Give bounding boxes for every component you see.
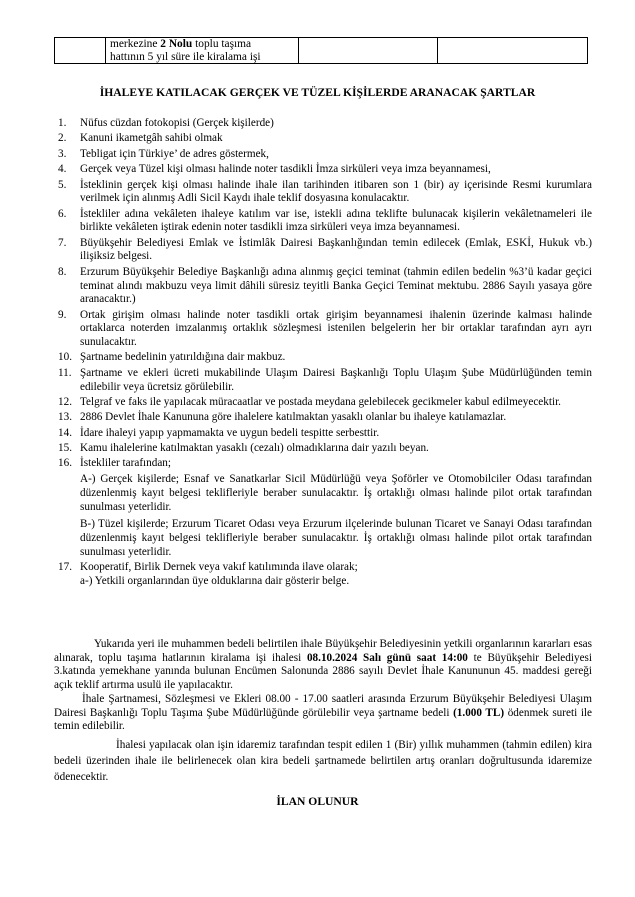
list-number: 2. [58,132,67,145]
list-number: 1. [58,117,67,129]
list-number: 9. [58,308,67,321]
list-item [58,442,592,456]
table-cell-number [55,38,106,64]
sub-item-legal-entities: B-) Tüzel kişilerde; Erzurum Ticaret Odası veya Erzurum ilçelerinde bulunan Ticaret ve Sanayi Odası tarafından düzenlenmiş kayıt belgesi teklifleriyle beraber sunulacaktır. İş ortaklığı olması halinde pilot ortak tarafından sunulması yeterlidir. [80,518,592,558]
list-item [58,561,592,588]
tender-date-paragraph [54,638,592,692]
list-number: 14. [58,426,72,439]
list-number: 7. [58,236,67,249]
paragraph-text: İhale Şartnamesi, Sözleşmesi ve Ekleri 08.00 - 17.00 saatleri arasında Erzurum Büyükşehir Belediyesi Ulaşım Dairesi Başkanlığı Toplu Taşıma Şube Müdürlüğünde görülebilir veya şartname bedeli [54,693,592,719]
list-item [58,117,592,131]
list-item-text: Kanuni ikametgâh sahibi olmak [80,132,223,145]
paragraph-text: te Büyükşehir Belediyesi 3.katında yemekhane yanında bulunan Encümen Salonunda 2886 sayılı Devlet İhale Kanununun 45. maddesi gereği açık teklif artırma usulü ile yapılacaktır. [54,651,592,691]
list-item [58,396,592,410]
list-number: 4. [58,163,67,176]
list-item-text: Şartname bedelinin yatırıldığına dair makbuz. [80,351,286,364]
sub-item-cooperative: a-) Yetkili organlarından üye olduklarına dair gösterir belge. [80,574,350,587]
list-number: 15. [58,442,72,455]
closing-statement: İLAN OLUNUR [276,795,359,808]
list-item-text: İdare ihaleyi yapıp yapmamakta ve uygun bedeli tespitte serbesttir. [80,426,380,439]
list-item-text: Nüfus cüzdan fotokopisi (Gerçek kişilerde) [80,117,274,129]
list-item-text: İsteklinin gerçek kişi olması halinde ihale ilan tarihinden itibaren son 1 (bir) ay içerisinde Resmi kurumlara verilmek için alınmış Adli Sicil Kaydı ihale teklif dosyasına konulacaktır. [80,178,592,205]
table-cell-empty [438,38,588,64]
list-number: 12. [58,395,72,408]
table-text: merkezine [110,38,161,50]
table-text-line-number: 2 Nolu [160,38,193,50]
list-number: 3. [58,147,67,160]
list-item-text: Telgraf ve faks ile yapılacak müracaatlar ve postada meydana gelebilecek gecikmeler kabul edilmeyecektir. [80,395,561,408]
list-item [58,132,592,146]
list-item-text: Ortak girişim olması halinde noter tasdikli ortak girişim beyannamesi ihalenin üzerinde kalması halinde ortaklarca noterden imzalanmış ortaklık sözleşmesi istenilen belgelerin her bir ortaklar tarafından ayrı ayrı sunulacaktır. [80,308,592,349]
list-item-text: Kooperatif, Birlik Dernek veya vakıf katılımında ilave olarak; [80,561,358,574]
sub-item-real-persons: A-) Gerçek kişilerde; Esnaf ve Sanatkarlar Sicil Müdürlüğü veya Şoförler ve Otomobilciler Odası tarafından düzenlenmiş kayıt belgesi teklifleriyle beraber sunulacaktır. İş ortaklığı olması halinde pilot ortak tarafından sunulması yeterlidir. [80,473,592,513]
list-number: 6. [58,207,67,220]
list-number: 16. [58,457,72,470]
section-heading: İHALEYE KATILACAK GERÇEK VE TÜZEL KİŞİLERDE ARANACAK ŞARTLAR [99,86,536,99]
list-item-text: İstekliler adına vekâleten ihaleye katılım var ise, istekli adına teklifte bulunacak kişilerin vekâletnameleri ile birlikte vekâleten iştirak edenin noter tasdikli imza sirküleri veya imza beyannamesi. [80,207,592,234]
paragraph-text: Yukarıda yeri ile muhammen bedeli belirtilen ihale Büyükşehir Belediyesinin yetkili organlarının kararları esas alınarak, toplu taşıma hatlarının kiralama işi ihalesi [54,638,592,664]
list-item [58,266,592,307]
list-item [58,179,592,206]
list-number: 11. [58,366,72,379]
tender-table-fragment [54,37,588,64]
list-item [58,237,592,264]
tender-date: 08.10.2024 Salı günü saat 14:00 [306,651,468,664]
list-number: 10. [58,351,72,364]
requirements-list [58,117,592,590]
list-item-text: Gerçek veya Tüzel kişi olması halinde noter tasdikli İmza sirküleri veya imza beyannamesi, [80,163,491,176]
table-text: toplu taşıma [192,38,252,50]
table-cell-empty [299,38,438,64]
list-item-text: Kamu ihalelerine katılmaktan yasaklı (cezalı) olmadıklarına dair yazılı beyan. [80,442,429,455]
list-item [58,208,592,235]
list-item [58,457,592,559]
list-item [58,367,592,394]
list-item-text: 2886 Devlet İhale Kanununa göre ihalelere katılmaktan yasaklı olanlar bu ihaleye katılamazlar. [80,411,507,424]
specification-fee: (1.000 TL) [453,706,505,719]
table-text: hattının 5 yıl süre ile kiralama işi [110,50,261,63]
list-item [58,163,592,177]
list-item [58,427,592,441]
list-number: 13. [58,411,72,424]
list-item-text: Erzurum Büyükşehir Belediye Başkanlığı adına alınmış geçici teminat (tahmin edilen bedelin %3’ü kadar geçici teminat alındı makbuzu veya limit dâhili süresiz teyitli Banka Geçici Teminat mektubu. 2886 Sayılı yasaya göre aranacaktır.) [80,265,592,306]
list-item-text: Şartname ve ekleri ücreti mukabilinde Ulaşım Dairesi Başkanlığı Toplu Ulaşım Şube Müdürlüğünden temin edilebilir veya ücretsiz görülebilir. [80,366,592,393]
list-number: 8. [58,265,67,278]
list-item-text: İstekliler tarafından; [80,457,172,470]
list-item-text: Büyükşehir Belediyesi Emlak ve İstimlâk Dairesi Başkanlığından temin edilecek (Emlak, ESKİ, Hukuk vb.) ilişiksiz belgesi. [80,236,592,263]
list-item [58,148,592,162]
rent-paragraph: İhalesi yapılacak olan işin idaremiz tarafından tespit edilen 1 (Bir) yıllık muhammen (tahmin edilen) kira bedeli üzerinden ihale ile belirlenecek olan kira bedeli şartnamede belirtilen artış oranları doğrultusunda idaremize ödenecektir. [54,739,592,783]
list-number: 5. [58,178,67,191]
list-item [58,411,592,425]
paragraph-text: ödenmek sureti ile temin edilebilir. [54,706,592,733]
list-number: 17. [58,561,72,574]
specification-paragraph [54,693,592,734]
table-row [55,38,588,64]
list-item [58,309,592,350]
table-cell-description [106,38,299,64]
list-item [58,351,592,365]
list-item-text: Tebligat için Türkiye’ de adres göstermek, [80,147,269,160]
